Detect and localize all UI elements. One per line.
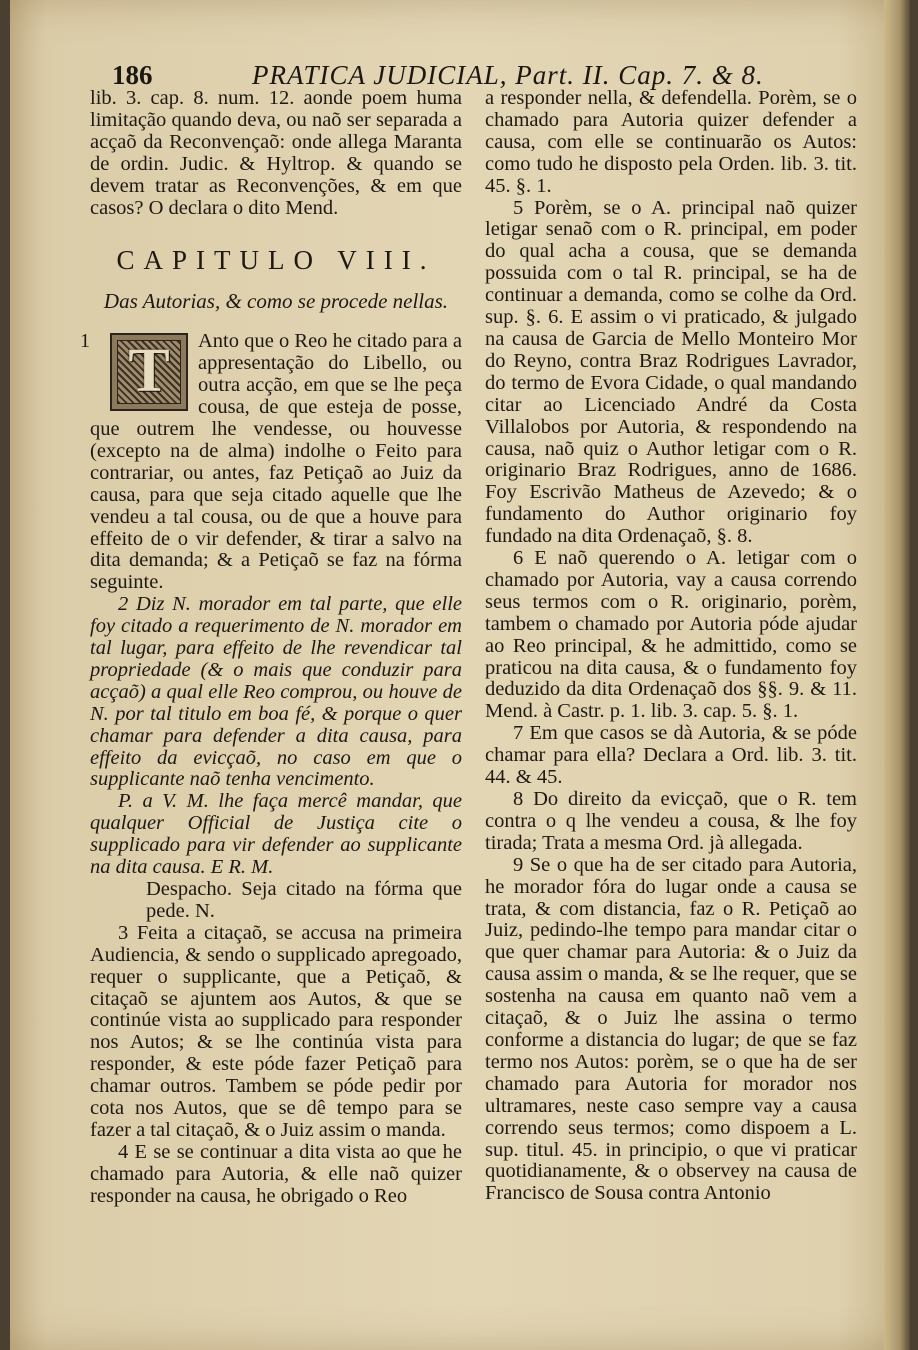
paragraph: 3 Feita a citaçaõ, se accusa na primeira Audiencia, & sendo o supplicado apregoado, requer o supplicante, que a Petiçaõ, & citaçaõ se ajuntem aos Autos, & que se continúe vista ao supplicado para responder nos Autos; & se lhe continúa vista para responder, & este póde fazer Petiçaõ para chamar outros. Tambem se póde pedir por cota nos Autos, que se dê tempo para se fazer a tal citaçaõ, & o Juiz assim o manda. [90,921,462,1141]
paragraph: a responder nella, & defendella. Porèm, se o chamado para Autoria quizer defender a causa, com elle se continuarão os Autos: como tudo he disposto pela Orden. lib. 3. tit. 45. §. 1. [485,87,857,197]
book-page [10,0,910,1350]
paragraph: 9 Se o que ha de ser citado para Autoria, he morador fóra do lugar onde a causa se trata, & com distancia, faz o R. Petiçaõ ao Juiz, pedindo-lhe tempo para mandar citar o que quer chamar para Autoria: & o Juiz da causa assim o manda, & se lhe requer, que se sostenha na causa em quanto naõ vem a citaçaõ, & o Juiz lhe assina o termo conforme a distancia do lugar; de que se faz termo nos Autos: porèm, se o que ha de ser chamado para Autoria for morador nos ultramares, neste caso sempre vay a causa correndo seus termos; como dispoem a L. sup. titul. 45. in principio, o que vi praticar quotidianamente, & o observey na causa de Francisco de Sousa contra Antonio [485,853,857,1205]
paragraph: 5 Porèm, se o A. principal naõ quizer letigar senaõ com o R. principal, em poder do qual acha a cousa, que se demanda possuida com o tal R. principal, se ha de continuar a demanda, como se colhe da Ord. sup. §. 6. E assim o vi praticado, & julgado na causa de Garcia de Mello Monteiro Mor do Reyno, contra Braz Rodrigues Lavrador, do termo de Evora Cidade, o qual mandando citar ao Licenciado André da Costa Villalobos por Autoria, & respondendo na causa, naõ quiz o Author letigar com o R. originario Braz Rodrigues, anno de 1686. Foy Escrivão Matheus de Azevedo; & o fundamento do Author originario foy fundado na dita Ordenaçaõ, §. 8. [485,196,857,548]
right-column [485,88,857,1205]
paragraph: 7 Em que casos se dà Autoria, & se póde chamar para ella? Declara a Ord. lib. 3. tit. 44. & 45. [485,722,857,789]
paragraph: Anto que o Reo he citado para a appresentação do Libello, ou outra acção, em que se lhe peça cousa, de que esteja de posse, que outrem lhe vendesse, ou houvesse (excepto na de alma) indolhe o Feito para contrariar, ou antes, faz Petiçaõ ao Juiz da causa, para que seja citado aquelle que lhe vendeu a tal cousa, ou de que a houve para effeito de o vir defender, & tirar a salvo na dita demanda; & a Petiçaõ se faz na fórma seguinte. [90,330,462,594]
first-paragraph [80,330,462,594]
initial-letter: T [128,337,170,406]
paragraph: 6 E naõ querendo o A. letigar com o chamado por Autoria, vay a causa correndo seus termos com o R. originario, porèm, tambem o chamado por Autoria póde ajudar ao Reo principal, & he admittido, como se praticou na dita causa, & o fundamento foy deduzido da dita Ordenaçaõ dos §§. 9. & 11. Mend. à Castr. p. 1. lib. 3. cap. 5. §. 1. [485,547,857,723]
page-number: 186 [112,60,153,90]
despacho: Despacho. Seja citado na fórma que pede. N. [146,878,462,922]
running-title: PRATICA JUDICIAL, Part. II. Cap. 7. & 8. [252,60,764,90]
paragraph: lib. 3. cap. 8. num. 12. aonde poem huma limitação quando deva, ou naõ ser separada a acçaõ da Reconvençaõ: onde allega Maranta de ordin. Judic. & Hyltrop. & quando se devem tratar as Reconvenções, & em que casos? O declara o dito Mend. [90,87,462,219]
chapter-subtitle: Das Autorias, & como se procede nellas. [103,289,449,314]
paragraph: 4 E se se continuar a dita vista ao que he chamado para Autoria, & elle naõ quizer responder na causa, he obrigado o Reo [90,1140,462,1207]
chapter-heading: CAPITULO VIII. [116,245,436,276]
petition-closing: P. a V. M. lhe faça mercê mandar, que qualquer Official de Justiça cite o supplicado para vir defender ao supplicante na dita causa. E R. M. [90,790,462,879]
paragraph-number: 1 [80,330,90,353]
left-column [80,87,462,1208]
page-edge [884,0,910,1350]
paragraph: 8 Do direito da evicçaõ, que o R. tem contra o q lhe vendeu a cousa, & lhe foy tirada; Trata a mesma Ord. jà allegada. [485,788,857,854]
petition-text: 2 Diz N. morador em tal parte, que elle foy citado a requerimento de N. morador em tal lugar, para effeito de lhe revendicar tal propriedade (& o mais que conduzir para acçaõ) a qual elle Reo comprou, ou houve de N. por tal titulo em boa fé, & porque o quer chamar para defender a dita causa, para effeito da evicçaõ, no caso em que o supplicante naõ tenha vencimento. [90,593,462,791]
decorated-initial [110,333,188,411]
